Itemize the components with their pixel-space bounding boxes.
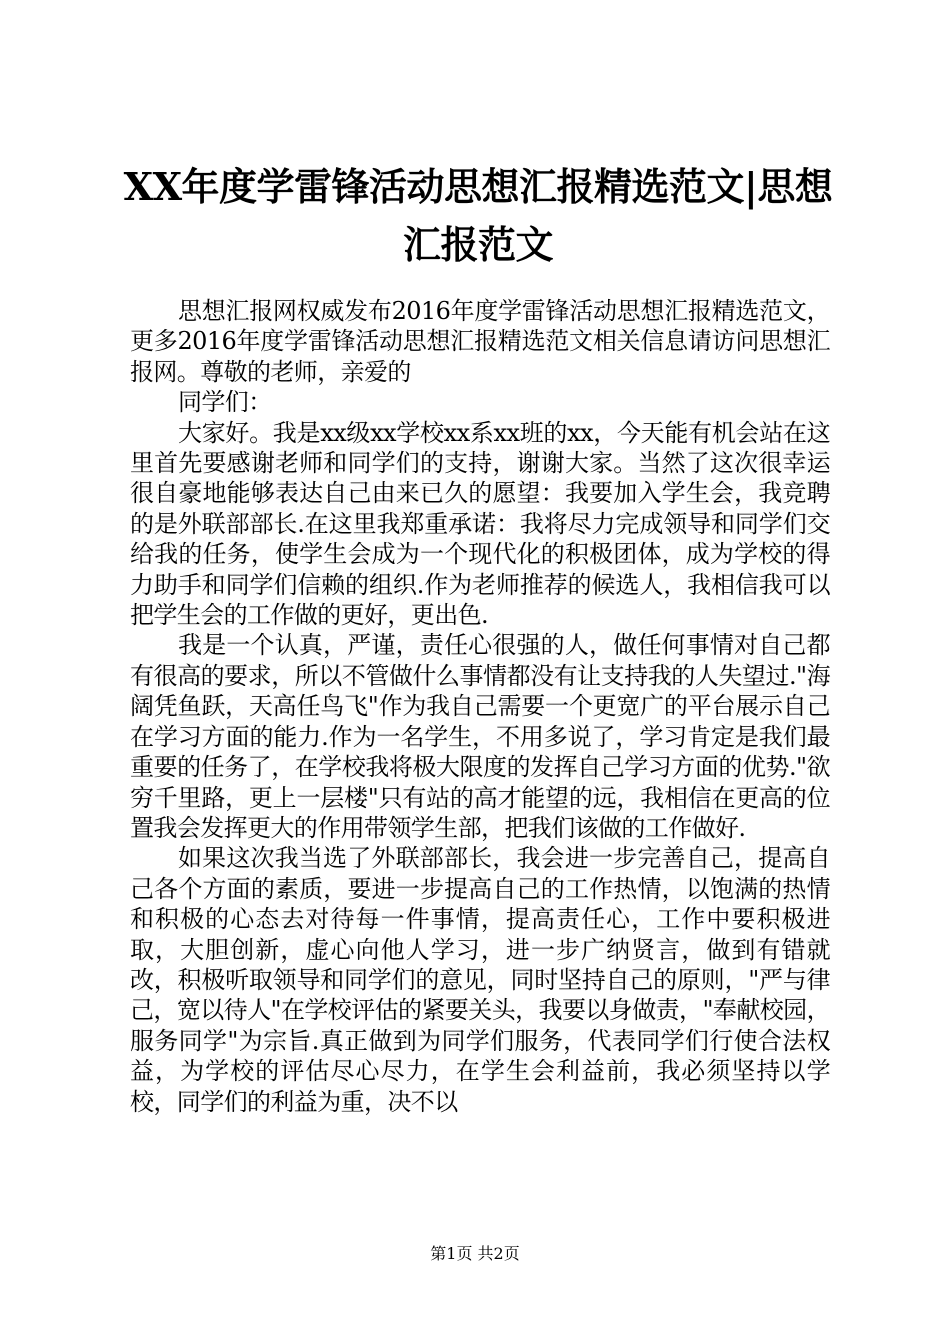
paragraph-intro: 思想汇报网权威发布2016年度学雷锋活动思想汇报精选范文，更多2016年度学雷锋活动思想汇报精选范文相关信息请访问思想汇报网。尊敬的老师，亲爱的 <box>130 297 830 386</box>
paragraph-commitment: 如果这次我当选了外联部部长，我会进一步完善自己，提高自己各个方面的素质，要进一步提高自己的工作热情，以饱满的热情和积极的心态去对待每一件事情，提高责任心，工作中要积极进取，大胆创新，虚心向他人学习，进一步广纳贤言，做到有错就改，积极听取领导和同学们的意见，同时坚持自己的原则，"严与律己，宽以待人"在学校评估的紧要关头，我要以身做责，"奉献校园，服务同学"为宗旨.真正做到为同学们服务，代表同学们行使合法权益，为学校的评估尽心尽力，在学生会利益前，我必须坚持以学校，同学们的利益为重，决不以 <box>130 844 830 1116</box>
paragraph-salutation: 同学们： <box>178 388 272 417</box>
document-body <box>130 296 830 1117</box>
document-title: XX年度学雷锋活动思想汇报精选范文|思想汇报范文 <box>123 164 833 267</box>
paragraph-greeting: 大家好。我是xx级xx学校xx系xx班的xx，今天能有机会站在这里首先要感谢老师和同学们的支持，谢谢大家。当然了这次很幸运很自豪地能够表达自己由来已久的愿望：我要加入学生会，我竞聘的是外联部部长.在这里我郑重承诺：我将尽力完成领导和同学们交给我的任务，使学生会成为一个现代化的积极团体，成为学校的得力助手和同学们信赖的组织.作为老师推荐的候选人，我相信我可以把学生会的工作做的更好，更出色. <box>130 418 830 630</box>
page-number-footer: 第1页 共2页 <box>430 1244 520 1263</box>
paragraph-self-description: 我是一个认真，严谨，责任心很强的人，做任何事情对自己都有很高的要求，所以不管做什么事情都没有让支持我的人失望过."海阔凭鱼跃，天高任鸟飞"作为我自己需要一个更宽广的平台展示自己在学习方面的能力.作为一名学生，不用多说了，学习肯定是我们最重要的任务了，在学校我将极大限度的发挥自己学习方面的优势."欲穷千里路，更上一层楼"只有站的高才能望的远，我相信在更高的位置我会发挥更大的作用带领学生部，把我们该做的工作做好. <box>130 631 830 842</box>
